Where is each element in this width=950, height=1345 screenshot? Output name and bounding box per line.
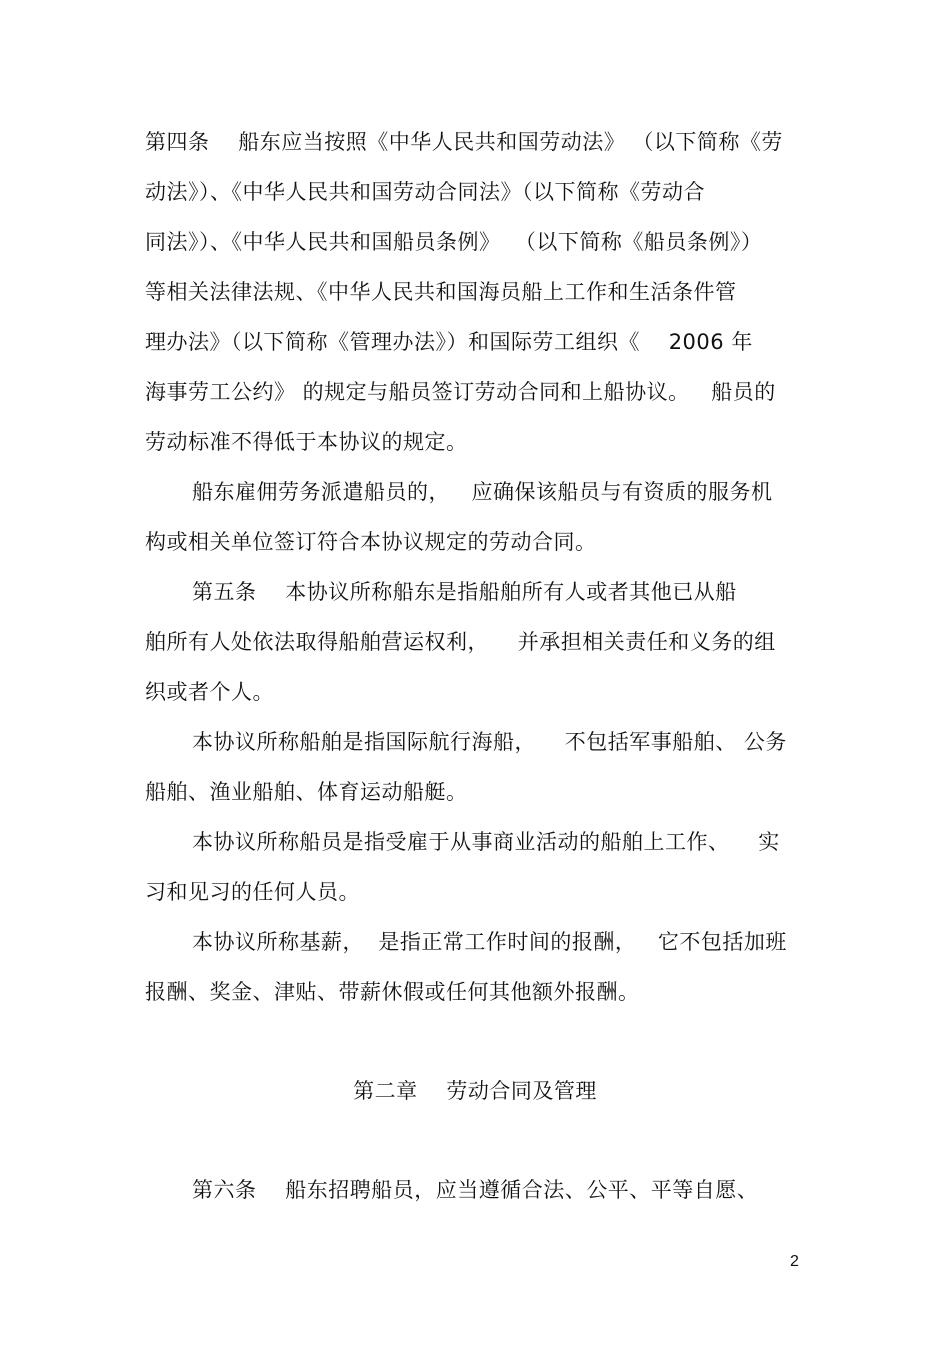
article-5-line-3: 织或者个人。 <box>145 680 274 704</box>
ship-definition-line-1: 本协议所称船舶是指国际航行海船， 不包括军事船舶、 公务 <box>192 730 787 754</box>
article-4-line-6: 海事劳工公约》 的规定与船员签订劳动合同和上船协议。 船员的 <box>145 380 776 404</box>
dispatch-line-1: 船东雇佣劳务派遣船员的， 应确保该船员与有资质的服务机 <box>192 480 773 504</box>
article-5-line-2: 舶所有人处依法取得船舶营运权利， 并承担相关责任和义务的组 <box>145 630 776 654</box>
page-number: 2 <box>790 1253 799 1270</box>
article-4-line-5: 理办法》（以下简称《管理办法》）和国际劳工组织《 2006 年 <box>145 330 753 354</box>
ship-definition-line-2: 船舶、渔业船舶、体育运动船艇。 <box>145 780 468 804</box>
dispatch-line-2: 构或相关单位签订符合本协议规定的劳动合同。 <box>145 530 597 554</box>
article-4-line-4: 等相关法律法规、《中华人民共和国海员船上工作和生活条件管 <box>145 280 737 304</box>
seafarer-definition-line-1: 本协议所称船员是指受雇于从事商业活动的船舶上工作、 实 <box>192 830 780 854</box>
article-5-line-1: 第五条 本协议所称船东是指船舶所有人或者其他已从船 <box>192 580 737 604</box>
article-4-line-3: 同法》）、《中华人民共和国船员条例》 （以下简称《船员条例》） <box>145 230 763 254</box>
base-pay-definition-line-1: 本协议所称基薪， 是指正常工作时间的报酬， 它不包括加班 <box>192 930 787 954</box>
article-4-line-7: 劳动标准不得低于本协议的规定。 <box>145 430 468 454</box>
article-6-line-1: 第六条 船东招聘船员，应当遵循合法、公平、平等自愿、 <box>192 1178 759 1202</box>
article-4-line-1: 第四条 船东应当按照《中华人民共和国劳动法》 （以下简称《劳 <box>145 130 783 154</box>
article-4-line-2: 动法》）、《中华人民共和国劳动合同法》（以下简称《劳动合 <box>145 180 705 204</box>
seafarer-definition-line-2: 习和见习的任何人员。 <box>145 880 360 904</box>
base-pay-definition-line-2: 报酬、奖金、津贴、带薪休假或任何其他额外报酬。 <box>145 980 640 1004</box>
chapter-heading: 第二章 劳动合同及管理 <box>353 1079 597 1103</box>
